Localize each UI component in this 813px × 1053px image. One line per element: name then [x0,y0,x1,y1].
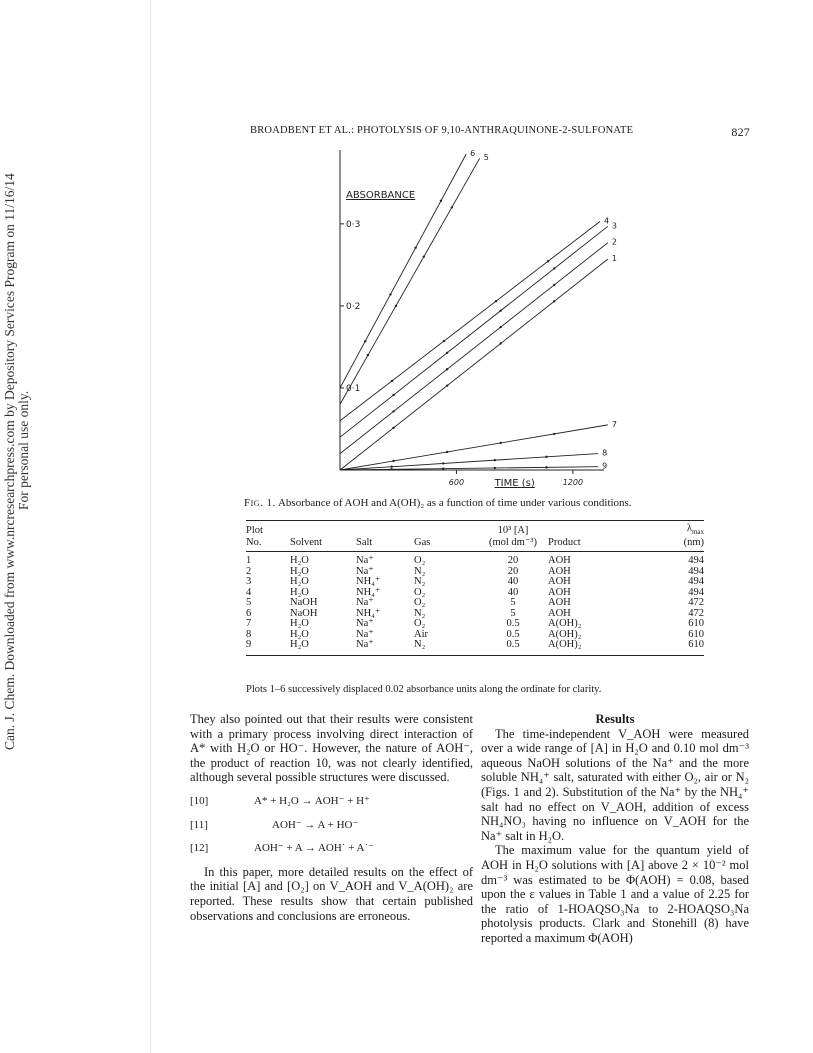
table-row [246,577,704,588]
running-title: BROADBENT ET AL.: PHOTOLYSIS OF 9,10-ANTHRAQUINONE-2-SULFONATE [250,125,634,136]
table-cell: 0.5 [478,640,548,655]
header-gas: Gas [414,521,478,552]
table-row [246,630,704,641]
table-cell: H₂O [290,586,309,598]
table-cell: Na⁺ [356,628,374,640]
x-axis-label: TIME (s) [494,478,535,489]
x-tick-label: 1200 [562,478,584,487]
table-cell: NH₄⁺ [356,586,381,598]
data-point [446,368,448,370]
table-cell: 472 [688,607,704,619]
table-cell: 494 [688,586,704,598]
table-cell: O₂ [414,555,426,567]
equation-number: [11] [190,818,208,831]
table-cell: 5 [510,597,516,609]
series-label: 6 [470,149,476,159]
series-label: 2 [611,237,617,247]
data-point [390,468,392,470]
data-point [553,300,555,302]
equation-11 [190,818,473,833]
equation-text: AOH⁻ + A → AOH˙ + A˙⁻ [254,842,374,855]
data-point [494,467,496,469]
data-point [495,300,497,302]
data-point [553,267,555,269]
table-cell: 494 [688,565,704,577]
data-point [390,466,392,468]
data-point [547,260,549,262]
table-cell: 3 [246,576,252,588]
table-cell: 494 [688,555,704,567]
equation-text: AOH⁻ → A + HO⁻ [272,818,359,831]
table-cell: Na⁺ [356,597,374,609]
data-point [499,326,501,328]
table-cell: 610 [614,640,704,655]
table-cell: AOH [548,607,571,619]
table-cell: 5 [510,607,516,619]
series-label: 8 [602,448,608,458]
data-point [414,246,416,248]
data-point [392,410,394,412]
table-cell: H₂O [290,565,309,577]
data-point [389,293,391,295]
x-tick-label: 600 [448,478,465,487]
table-cell: NH₄⁺ [356,576,381,588]
table-cell: O₂ [414,618,426,630]
header-lambda-max: $\lambda_{max}$ (nm) [614,521,704,552]
header-solvent: Solvent [290,521,356,552]
table-cell: 6 [246,607,252,619]
header-salt: Salt [356,521,414,552]
table-cell: H₂O [290,555,309,567]
table-cell: Air [414,628,428,640]
series-label: 3 [611,221,617,231]
data-point [553,284,555,286]
results-heading: Results [595,712,635,726]
data-point [440,200,442,202]
equation-10 [190,794,473,809]
figure-label: Fig. 1. [244,497,276,509]
table-row [246,552,704,567]
table-cell: 5 [246,597,252,609]
table-cell: A(OH)₂ [548,628,582,640]
table-row [246,640,704,655]
data-point [392,394,394,396]
data-point [367,354,369,356]
table-cell: 8 [246,628,252,640]
table-cell: A(OH)₂ [548,640,614,655]
table-cell: 20 [507,555,519,567]
table-cell: 0.5 [506,618,520,630]
figure-caption [244,497,632,509]
table-cell: 1 [246,555,252,567]
table-header-row [246,521,704,552]
data-point [364,340,366,342]
data-point [443,340,445,342]
y-tick-label: 0·1 [346,383,361,394]
series-label: 5 [483,153,489,163]
table-cell: NaOH [290,607,318,619]
table-footnote: Plots 1–6 successively displaced 0.02 absorbance units along the ordinate for clarity. [246,684,602,695]
equation-text: A* + H₂O → AOH⁻ + H⁺ [254,794,370,807]
table-cell: 494 [688,576,704,588]
data-point [395,305,397,307]
data-point [392,460,394,462]
table-cell: N₂ [414,640,478,655]
absorbance-chart [330,140,620,490]
table-cell: NaOH [290,597,318,609]
series-line [340,259,608,470]
equation-number: [10] [190,794,209,807]
y-tick-label: 0·2 [346,301,361,312]
conditions-table [246,520,704,656]
data-point [442,462,444,464]
table-cell: 20 [507,565,519,577]
data-point [545,456,547,458]
download-notice [2,173,32,750]
table-cell: 610 [688,618,704,630]
equation-number: [12] [190,842,209,855]
page-number: 827 [731,125,750,139]
data-point [499,442,501,444]
table-cell: AOH [548,565,571,577]
table-cell: 9 [246,640,290,655]
data-point [423,255,425,257]
table-cell: 40 [507,586,519,598]
table-cell: A(OH)₂ [548,618,582,630]
absorbance-chart-svg [330,140,620,490]
table-cell: AOH [548,555,571,567]
table-cell: 40 [507,576,519,588]
table-cell: Na⁺ [356,555,374,567]
data-point [446,451,448,453]
series-label: 7 [611,419,617,429]
table-cell: AOH [548,586,571,598]
table-cell: 2 [246,565,252,577]
table-cell: Na⁺ [356,565,374,577]
left-paragraph-2: In this paper, more detailed results on the effect of the initial [A] and [O₂] on V_AOH and V_A(OH)₂ are reported. These results show that certain published observations and conclusions are erroneous. [190,864,473,923]
table-cell: H₂O [290,576,309,588]
table-cell: AOH [548,576,571,588]
table-cell: 4 [246,586,252,598]
data-point [446,384,448,386]
series-label: 4 [604,216,610,226]
header-product: Product [548,521,614,552]
data-point [392,427,394,429]
data-point [446,352,448,354]
table-cell: 0.5 [506,628,520,640]
left-column [190,712,473,923]
table-cell: N₂ [414,576,426,588]
data-point [553,433,555,435]
table-cell: NH₄⁺ [356,607,381,619]
table-row [246,567,704,578]
right-column [481,712,749,946]
header-plot: Plot No. [246,521,290,552]
table-cell: O₂ [414,586,426,598]
table-cell: N₂ [414,565,426,577]
table-cell: H₂O [290,640,356,655]
table-cell: 7 [246,618,252,630]
table-cell: Na⁺ [356,618,374,630]
y-tick-label: 0·3 [346,219,361,230]
figure-caption-text: Absorbance of AOH and A(OH)₂ as a function of time under various conditions. [277,497,632,509]
download-notice-line1: Can. J. Chem. Downloaded from www.nrcresearchpress.com by Depository Services Program on 11/16/14 [2,173,17,750]
data-point [451,206,453,208]
table-row [246,619,704,630]
right-paragraph-1: The time-independent V_AOH were measured over a wide range of [A] in H₂O and 0.10 mol dm⁻³ aqueous NaOH solutions of the Na⁺ and the more soluble NH₄⁺ salt, saturated with either O₂, air or N₂ (Figs. 1 and 2). Substitution of the Na⁺ by the NH₄⁺ salt had no effect on V_AOH, addition of excess NH₄NO₃ having no influence on V_AOH for the Na⁺ salt in H₂O. [481,726,749,843]
table-cell: H₂O [290,628,309,640]
series-label: 1 [611,254,617,264]
series-line [340,221,600,420]
table-cell: H₂O [290,618,309,630]
series-line [340,226,608,437]
table-cell: 610 [688,628,704,640]
right-paragraph-2: The maximum value for the quantum yield of AOH in H₂O solutions with [A] above 2 × 10⁻² mol dm⁻³ was estimated to be Φ(AOH) = 0.08, based upon the ε values in Table 1 and a value of 2.25 for the ratio of 1-HOAQSO₃Na to 2-HOAQSO₃Na photolysis products. Clark and Stonehill (8) have reported a maximum Φ(AOH) [481,843,749,945]
data-point [545,466,547,468]
table-cell: O₂ [414,597,426,609]
series-line [340,243,608,454]
data-point [494,459,496,461]
series-label: 9 [602,461,608,471]
data-point [499,342,501,344]
series-line [340,425,608,470]
table-cell: Na⁺ [356,640,414,655]
page-gutter-line [150,0,151,1053]
data-point [442,467,444,469]
table-cell: AOH [548,597,571,609]
data-point [499,309,501,311]
equations [190,794,473,856]
table-row [246,609,704,620]
table-cell: N₂ [414,607,426,619]
left-paragraph-1: They also pointed out that their results were consistent with a primary process involving direct interaction of A* with H₂O or HO⁻. However, the nature of AOH⁻, the product of reaction 10, was not clearly identified, although several possible structures were discussed. [190,712,473,785]
download-notice-line2: For personal use only. [16,390,31,510]
equation-12 [190,841,473,856]
data-point [391,380,393,382]
y-axis-label: ABSORBANCE [346,190,416,201]
header-concentration: 10³ [A] (mol dm⁻³) [478,521,548,552]
table-cell: 472 [688,597,704,609]
